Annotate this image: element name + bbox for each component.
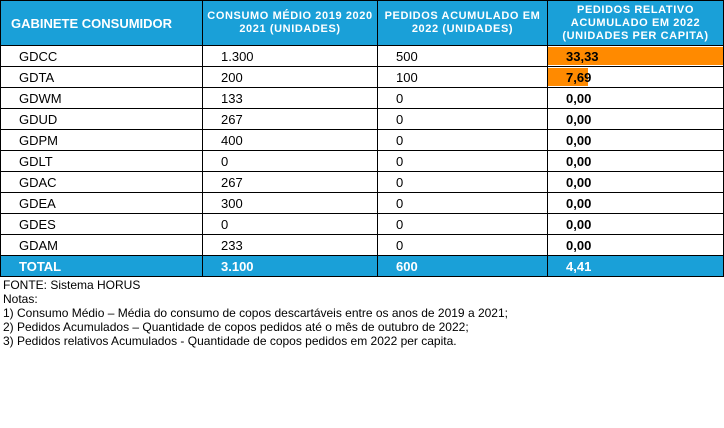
- relativo-cell: [548, 235, 724, 256]
- table-row: [1, 130, 724, 151]
- consumo-cell: 133: [203, 88, 378, 109]
- header-gabinete: GABINETE CONSUMIDOR: [1, 1, 203, 46]
- table-row: [1, 67, 724, 88]
- table-row: [1, 193, 724, 214]
- total-pedidos: 600: [378, 256, 548, 277]
- relativo-value: 0,00: [566, 111, 592, 127]
- pedidos-cell: 0: [378, 172, 548, 193]
- gabinete-cell: GDWM: [1, 88, 203, 109]
- pedidos-cell: 0: [378, 193, 548, 214]
- note-2: 2) Pedidos Acumulados – Quantidade de copos pedidos até o mês de outubro de 2022;: [3, 320, 469, 334]
- gabinete-cell: GDPM: [1, 130, 203, 151]
- relativo-value: 33,33: [566, 48, 599, 64]
- gabinete-cell: GDUD: [1, 109, 203, 130]
- total-label: TOTAL: [1, 256, 203, 277]
- gabinete-cell: GDAM: [1, 235, 203, 256]
- total-consumo: 3.100: [203, 256, 378, 277]
- pedidos-cell: 0: [378, 109, 548, 130]
- relativo-cell: [548, 109, 724, 130]
- pedidos-cell: 0: [378, 235, 548, 256]
- table-row: [1, 46, 724, 67]
- consumo-cell: 200: [203, 67, 378, 88]
- table-row: [1, 151, 724, 172]
- relativo-value: 7,69: [566, 69, 592, 85]
- pedidos-cell: 500: [378, 46, 548, 67]
- consumo-cell: 267: [203, 109, 378, 130]
- header-row: [1, 1, 724, 46]
- header-relativo: PEDIDOS RELATIVO ACUMULADO EM 2022 (UNIDADES PER CAPITA): [548, 1, 724, 46]
- relativo-value: 0,00: [566, 153, 592, 169]
- gabinete-cell: GDES: [1, 214, 203, 235]
- table-row: [1, 172, 724, 193]
- relativo-value: 0,00: [566, 90, 592, 106]
- gabinete-cell: GDTA: [1, 67, 203, 88]
- pedidos-cell: 100: [378, 67, 548, 88]
- notes: [3, 278, 508, 348]
- pedidos-cell: 0: [378, 88, 548, 109]
- relativo-value: 0,00: [566, 195, 592, 211]
- header-pedidos: PEDIDOS ACUMULADO EM 2022 (UNIDADES): [378, 1, 548, 46]
- relativo-cell: [548, 130, 724, 151]
- consumo-cell: 1.300: [203, 46, 378, 67]
- header-consumo: CONSUMO MÉDIO 2019 2020 2021 (UNIDADES): [203, 1, 378, 46]
- relativo-value: 0,00: [566, 216, 592, 232]
- notes-title: Notas:: [3, 292, 38, 306]
- note-1: 1) Consumo Médio – Média do consumo de copos descartáveis entre os anos de 2019 a 2021;: [3, 306, 508, 320]
- pedidos-cell: 0: [378, 214, 548, 235]
- gabinete-cell: GDAC: [1, 172, 203, 193]
- note-3: 3) Pedidos relativos Acumulados - Quantidade de copos pedidos em 2022 per capita.: [3, 334, 457, 348]
- consumo-cell: 233: [203, 235, 378, 256]
- relativo-cell: [548, 193, 724, 214]
- relativo-value: 0,00: [566, 132, 592, 148]
- relativo-cell: [548, 88, 724, 109]
- relativo-cell: [548, 151, 724, 172]
- source-text: FONTE: Sistema HORUS: [3, 278, 141, 292]
- gabinete-cell: GDLT: [1, 151, 203, 172]
- total-relativo: 4,41: [548, 256, 724, 277]
- pedidos-cell: 0: [378, 151, 548, 172]
- total-row: [1, 256, 724, 277]
- table-row: [1, 214, 724, 235]
- pedidos-cell: 0: [378, 130, 548, 151]
- relativo-value: 0,00: [566, 237, 592, 253]
- relativo-cell: [548, 67, 724, 88]
- relativo-value: 0,00: [566, 174, 592, 190]
- table-row: [1, 235, 724, 256]
- table-row: [1, 88, 724, 109]
- gabinete-cell: GDEA: [1, 193, 203, 214]
- consumo-cell: 0: [203, 151, 378, 172]
- table-row: [1, 109, 724, 130]
- consumo-cell: 300: [203, 193, 378, 214]
- consumo-cell: 0: [203, 214, 378, 235]
- relativo-cell: [548, 46, 724, 67]
- relativo-cell: [548, 172, 724, 193]
- consumo-cell: 267: [203, 172, 378, 193]
- gabinete-cell: GDCC: [1, 46, 203, 67]
- relativo-cell: [548, 214, 724, 235]
- consumo-cell: 400: [203, 130, 378, 151]
